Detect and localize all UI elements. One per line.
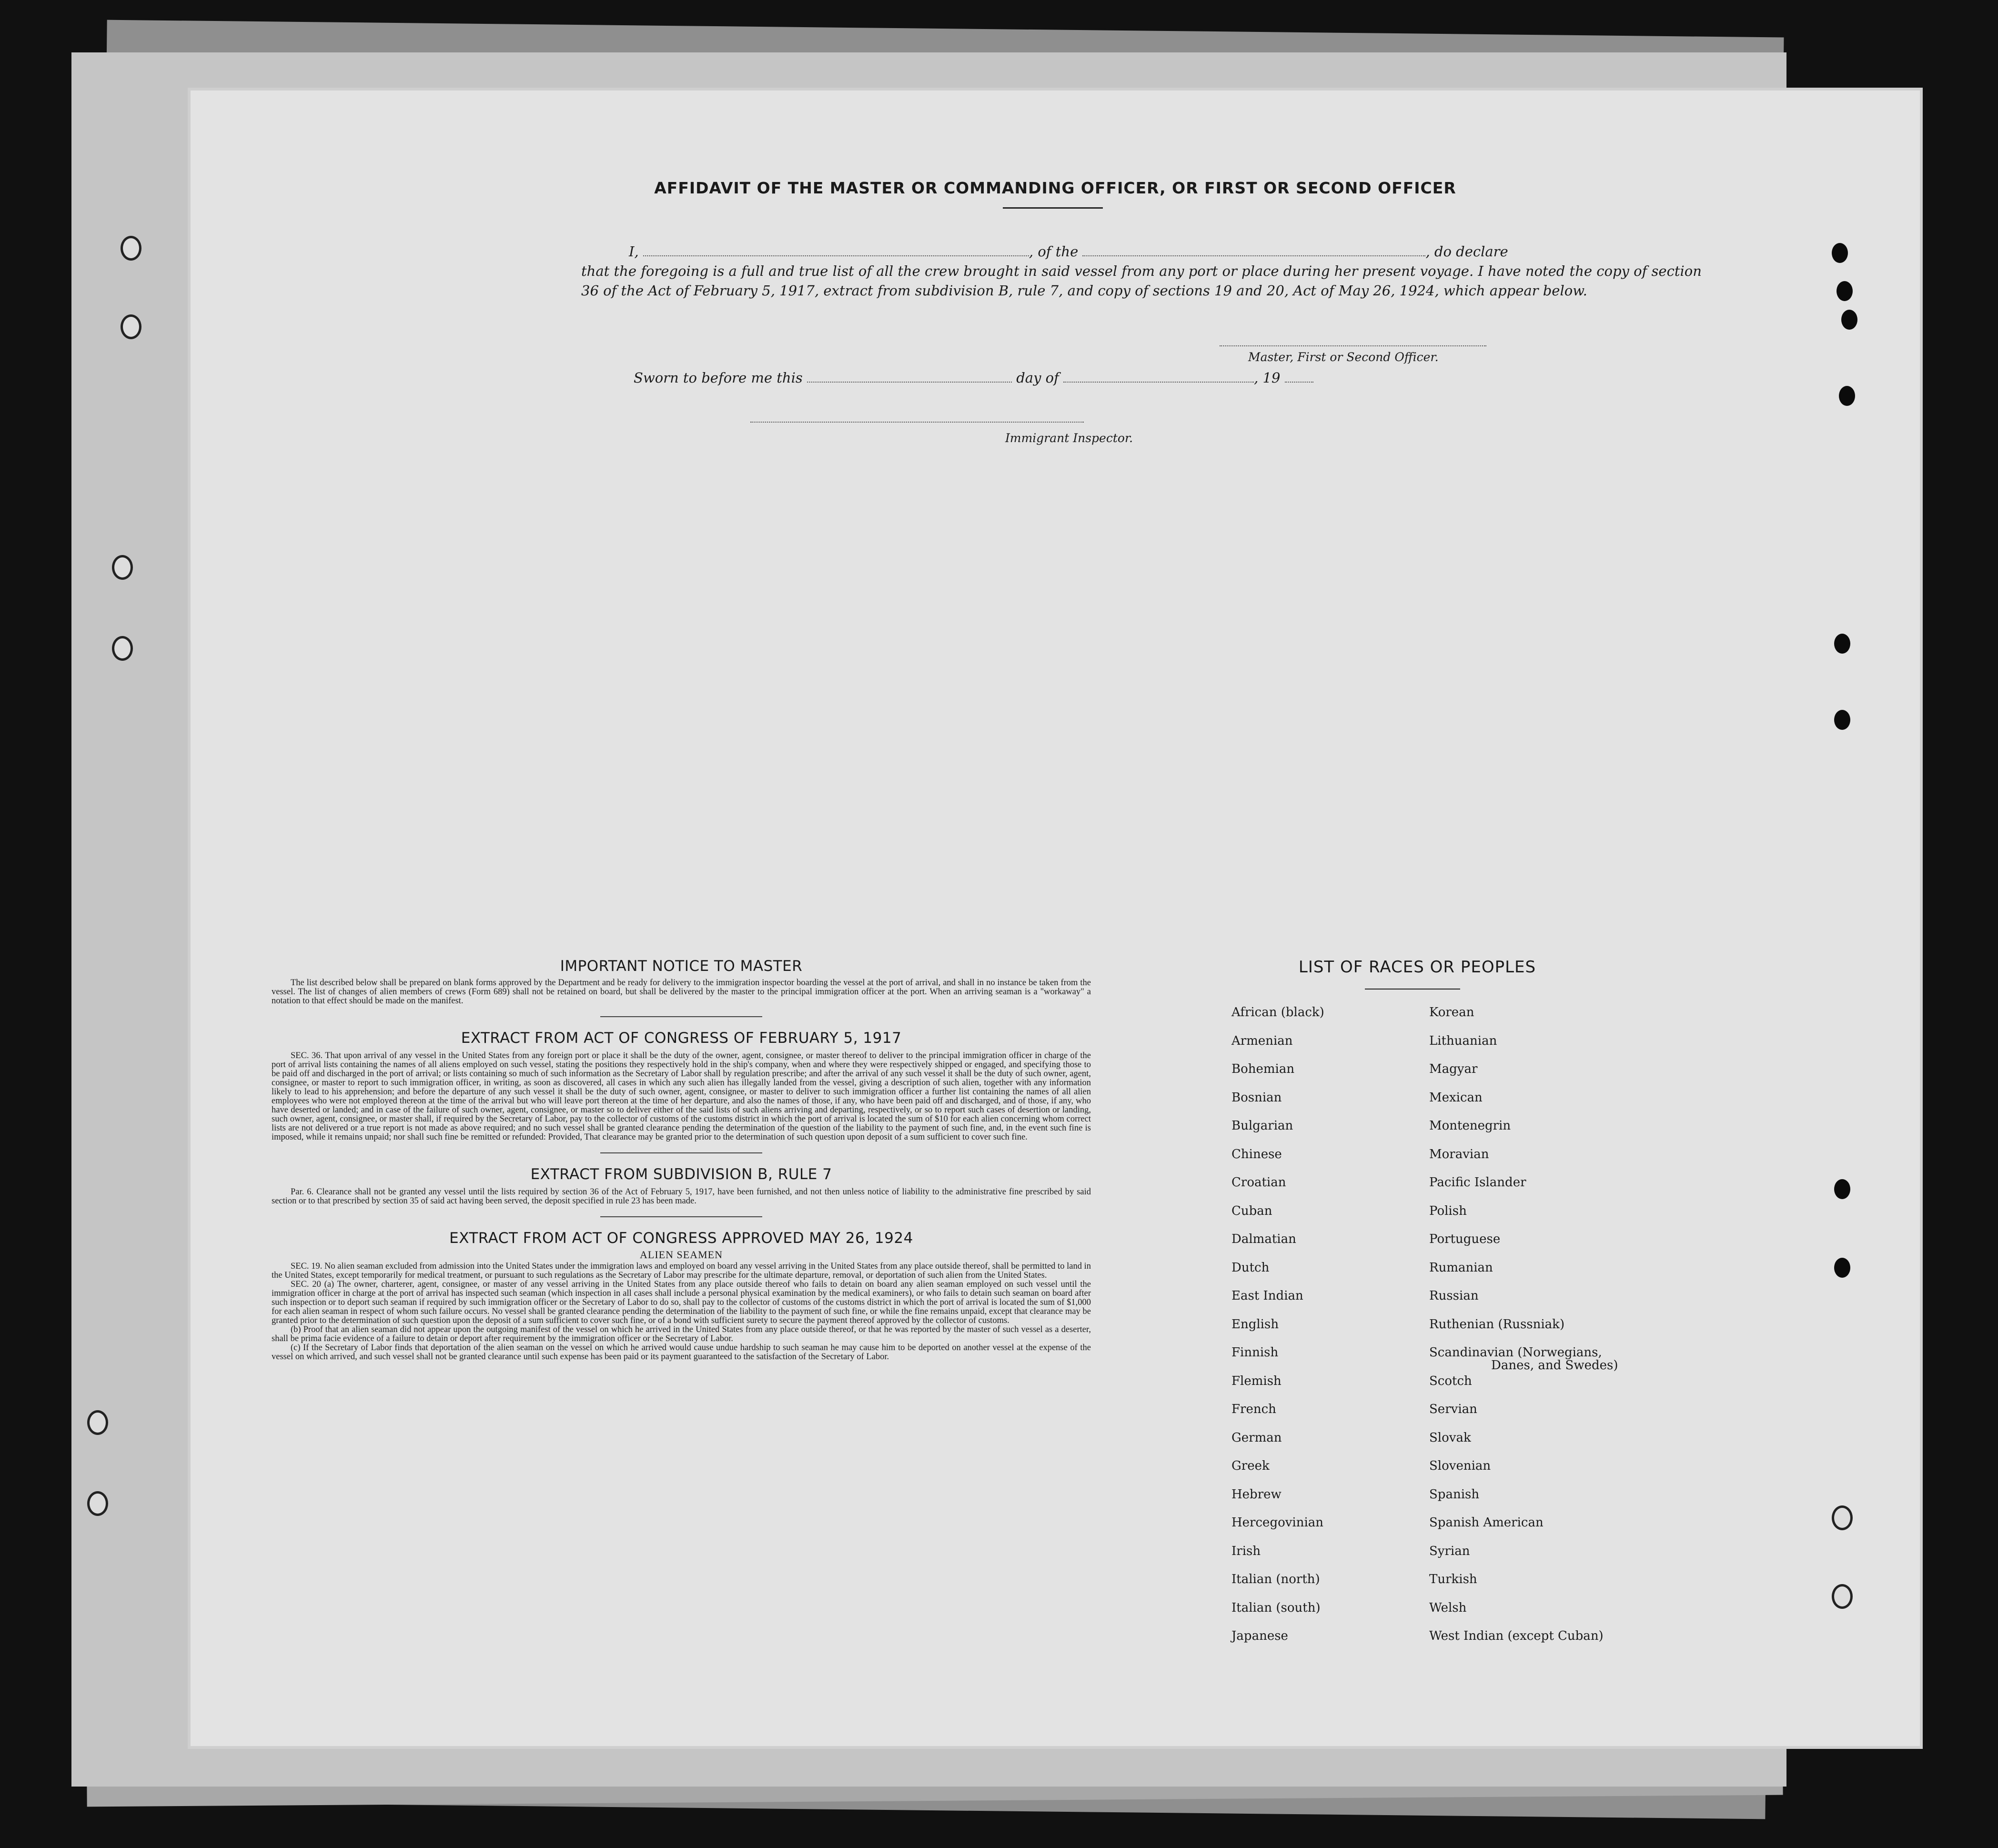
extract-1924-subtitle: ALIEN SEAMEN xyxy=(640,1249,723,1261)
declaration-text: that the foregoing is a full and true list of all the crew brought in said vessel from any port or place during her present voyage. I have noted the copy of section 36 of the Act of February 5, 1917, extract from subdivision B, rule 7, and copy of sections 19 and 20, Act of May 26, 1924, which appear below. xyxy=(581,263,1702,299)
race-item: Rumanian xyxy=(1429,1260,1493,1275)
race-item: Scotch xyxy=(1429,1373,1472,1388)
race-item: Mexican xyxy=(1429,1090,1483,1105)
race-item: Russian xyxy=(1429,1289,1479,1303)
notice-text: The list described below shall be prepared on blank forms approved by the Department and be ready for delivery to the immigration inspector boarding the vessel at the port of arrival, and shall in no instance be taken from the vessel. The list of changes of alien members of crews (Form 689) shall not be retained on board, but shall be delivered by the master to the principal immigration officer at the port. When an arriving seaman is a "workaway" a notation to that effect should be made on the manifest. xyxy=(272,978,1091,1006)
race-item: Slovak xyxy=(1429,1430,1471,1445)
binder-hole xyxy=(121,314,141,339)
race-item: Bulgarian xyxy=(1231,1119,1293,1133)
race-item: West Indian (except Cuban) xyxy=(1429,1629,1604,1643)
notice-title: IMPORTANT NOTICE TO MASTER xyxy=(560,958,803,975)
affidavit-page xyxy=(191,91,1920,1746)
legal-notice-column xyxy=(272,958,1091,1362)
race-item: Irish xyxy=(1231,1544,1261,1558)
divider xyxy=(600,1152,762,1153)
races-list-right xyxy=(1429,1005,1618,1657)
race-item: Italian (south) xyxy=(1231,1600,1321,1615)
binder-hole xyxy=(1832,1505,1853,1530)
binder-hole xyxy=(112,636,133,661)
binder-hole xyxy=(87,1491,108,1516)
races-list-left xyxy=(1231,1005,1324,1657)
race-item: Polish xyxy=(1429,1203,1467,1218)
race-item: Armenian xyxy=(1231,1033,1293,1048)
race-item: Greek xyxy=(1231,1459,1270,1473)
binder-hole xyxy=(112,555,133,580)
affidavit-title: AFFIDAVIT OF THE MASTER OR COMMANDING OFFICER, OR FIRST OR SECOND OFFICER xyxy=(654,179,1456,197)
divider xyxy=(600,1016,762,1017)
race-item: Italian (north) xyxy=(1231,1572,1320,1586)
sworn-year-label: , 19 xyxy=(1254,370,1281,386)
sworn-month-field[interactable] xyxy=(1063,369,1254,383)
race-item: German xyxy=(1231,1430,1282,1445)
binder-hole xyxy=(1837,281,1853,301)
extract-1924-sec20b: (b) Proof that an alien seaman did not appear upon the outgoing manifest of the vessel on which he arrived in the United States from any place outside thereof, or that he was reported by the master of such vessel as a deserter, shall be prima facie evidence of a failure to detain or deport after requirement by the immigration officer or the Secretary of Labor. xyxy=(272,1325,1091,1343)
race-item: Welsh xyxy=(1429,1600,1467,1615)
extract-1924-sec20c: (c) If the Secretary of Labor finds that deportation of the alien seaman on the vessel on which he arrived would cause undue hardship to such seaman he may cause him to be deported on another vessel at the expense of the vessel on which arrived, and such vessel shall not be granted clearance until such expense has been paid or its payment guaranteed to the satisfaction of the Secretary of Labor. xyxy=(272,1343,1091,1362)
declaration-mid: , of the xyxy=(1029,243,1079,260)
vessel-field[interactable] xyxy=(1082,243,1425,256)
declaration-prefix: I, xyxy=(629,243,639,260)
race-item: Dutch xyxy=(1231,1260,1270,1275)
inspector-caption: Immigrant Inspector. xyxy=(1005,431,1133,445)
race-item: East Indian xyxy=(1231,1289,1303,1303)
race-item: Spanish American xyxy=(1429,1515,1544,1530)
affidavit-body xyxy=(581,242,1715,301)
race-item: Flemish xyxy=(1231,1373,1282,1388)
declaration-end: , do declare xyxy=(1425,243,1508,260)
race-item: Bohemian xyxy=(1231,1062,1295,1076)
race-item: Bosnian xyxy=(1231,1090,1282,1105)
extract-rule7-text: Par. 6. Clearance shall not be granted any vessel until the lists required by section 36 of the Act of February 5, 1917, have been furnished, and not then unless notice of liability to the administrative fine prescribed by said section or to that prescribed by section 35 of said act having been served, the deposit specified in rule 23 has been made. xyxy=(272,1187,1091,1206)
binder-hole xyxy=(1841,310,1857,330)
races-underline xyxy=(1365,989,1460,990)
race-item: Dalmatian xyxy=(1231,1232,1296,1246)
name-field[interactable] xyxy=(643,243,1029,256)
race-item: Portuguese xyxy=(1429,1232,1501,1246)
sworn-label: Sworn to before me this xyxy=(634,370,803,386)
title-underline xyxy=(1003,207,1103,209)
binder-hole xyxy=(1832,243,1848,263)
race-item: Turkish xyxy=(1429,1572,1477,1586)
binder-hole xyxy=(1839,386,1855,406)
race-item: Japanese xyxy=(1231,1629,1288,1643)
race-item: Scandinavian (Norwegians, xyxy=(1429,1345,1602,1360)
race-item: Moravian xyxy=(1429,1147,1489,1161)
inspector-signature-line[interactable] xyxy=(750,422,1084,423)
race-item: Chinese xyxy=(1231,1147,1282,1161)
race-item: Finnish xyxy=(1231,1345,1279,1360)
binder-hole xyxy=(1834,634,1850,654)
binder-hole xyxy=(87,1410,108,1435)
signature-line[interactable] xyxy=(1220,345,1486,346)
extract-1924-sec20a: SEC. 20 (a) The owner, charterer, agent, consignee, or master of any vessel arriving in the United States from any place outside thereof who fails to detain on board any alien seaman employed on such vessel until the immigration officer in charge at the port of arrival has inspected such seaman (which inspection in all cases shall include a personal physical examination by the medical examiners), or who fails to detain such seaman on board after such inspection or to deport such seaman if required by such immigration officer or the Secretary of Labor to do so, shall pay to the collector of customs of the customs district in which the port of arrival is located the sum of $1,000 for each alien seaman in respect of whom such failure occurs. No vessel shall be granted clearance pending the determination of the liability to the payment of such fine, or while the fine remains unpaid, except that clearance may be granted prior to the determination of such question upon the deposit of a sum sufficient to cover such fine, or of a bond with sufficient surety to secure the payment thereof approved by the collector of customs. xyxy=(272,1280,1091,1325)
extract-1917-title: EXTRACT FROM ACT OF CONGRESS OF FEBRUARY 5, 1917 xyxy=(461,1030,902,1047)
race-item: Pacific Islander xyxy=(1429,1175,1526,1190)
divider xyxy=(600,1216,762,1217)
race-item: Magyar xyxy=(1429,1062,1478,1076)
binder-hole xyxy=(1834,710,1850,730)
race-item: Montenegrin xyxy=(1429,1119,1511,1133)
sworn-day-label: day of xyxy=(1016,370,1059,386)
race-item: African (black) xyxy=(1231,1005,1324,1020)
signature-caption: Master, First or Second Officer. xyxy=(1248,350,1439,364)
extract-1924-title: EXTRACT FROM ACT OF CONGRESS APPROVED MAY 26, 1924 xyxy=(449,1230,913,1247)
race-item: English xyxy=(1231,1317,1279,1332)
race-item: Cuban xyxy=(1231,1203,1272,1218)
race-item: Spanish xyxy=(1429,1487,1480,1502)
race-item: Ruthenian (Russniak) xyxy=(1429,1317,1565,1332)
binder-hole xyxy=(1832,1584,1853,1609)
race-item: Lithuanian xyxy=(1429,1033,1497,1048)
extract-1924-sec19: SEC. 19. No alien seaman excluded from admission into the United States under the immigration laws and employed on board any vessel arriving in the United States from any place outside thereof, shall be permitted to land in the United States, except temporarily for medical treatment, or pursuant to such regulations as the Secretary of Labor may prescribe for the ultimate departure, removal, or deportation of such alien from the United States. xyxy=(272,1262,1091,1280)
race-item: Syrian xyxy=(1429,1544,1470,1558)
race-item: Hebrew xyxy=(1231,1487,1282,1502)
sworn-line xyxy=(634,369,1313,386)
race-item: French xyxy=(1231,1402,1276,1416)
race-item: Slovenian xyxy=(1429,1459,1491,1473)
race-item: Hercegovinian xyxy=(1231,1515,1324,1530)
extract-rule7-title: EXTRACT FROM SUBDIVISION B, RULE 7 xyxy=(530,1166,832,1183)
binder-hole xyxy=(121,236,141,261)
races-title: LIST OF RACES OR PEOPLES xyxy=(1298,958,1536,977)
race-item: Servian xyxy=(1429,1402,1477,1416)
binder-hole xyxy=(1834,1179,1850,1199)
race-item: Croatian xyxy=(1231,1175,1286,1190)
sworn-year-field[interactable] xyxy=(1285,369,1313,383)
binder-hole xyxy=(1834,1258,1850,1278)
sworn-day-field[interactable] xyxy=(807,369,1012,383)
extract-1917-text: SEC. 36. That upon arrival of any vessel in the United States from any foreign port or place it shall be the duty of the owner, agent, consignee, or master thereof to deliver to the principal immigration officer in charge of the port of arrival lists containing the names of all aliens employed on such vessel, stating the positions they respectively hold in the ship's company, when and where they were respectively shipped or engaged, and specifying those to be paid off and discharged in the port of arrival; or lists containing so much of such information as the Secretary of Labor shall by regulation prescribe; and after the arrival of any such vessel it shall be the duty of such owner, agent, consignee, or master to report to such immigration officer, in writing, as soon as discovered, all cases in which any such alien has illegally landed from the vessel, giving a description of such alien, together with any information likely to lead to his apprehension; and before the departure of any such vessel it shall be the duty of such owner, agent, consignee, or master to deliver to such immigration officer a further list containing the names of all alien employees who were not employed thereon at the time of the arrival but who will leave port thereon at the time of her departure, and also the names of those, if any, who have been paid off and discharged, and of those, if any, who have deserted or landed; and in case of the failure of such owner, agent, consignee, or master so to deliver either of the said lists of such aliens arriving and departing, respectively, or so to report such cases of desertion or landing, such owner, agent, consignee, or master shall, if required by the Secretary of Labor, pay to the collector of customs of the customs district in which the port of arrival is located the sum of $10 for each alien concerning whom correct lists are not delivered or a true report is not made as above required; and no such vessel shall be granted clearance pending the determination of the question of the liability to the payment of such fine, and, in the event such fine is imposed, while it remains unpaid; nor shall such fine be remitted or refunded: Provided, That clearance may be granted prior to the determination of such question upon deposit of a sum sufficient to cover such fine. xyxy=(272,1051,1091,1142)
race-item: Korean xyxy=(1429,1005,1474,1020)
race-item: Danes, and Swedes) xyxy=(1491,1358,1618,1373)
